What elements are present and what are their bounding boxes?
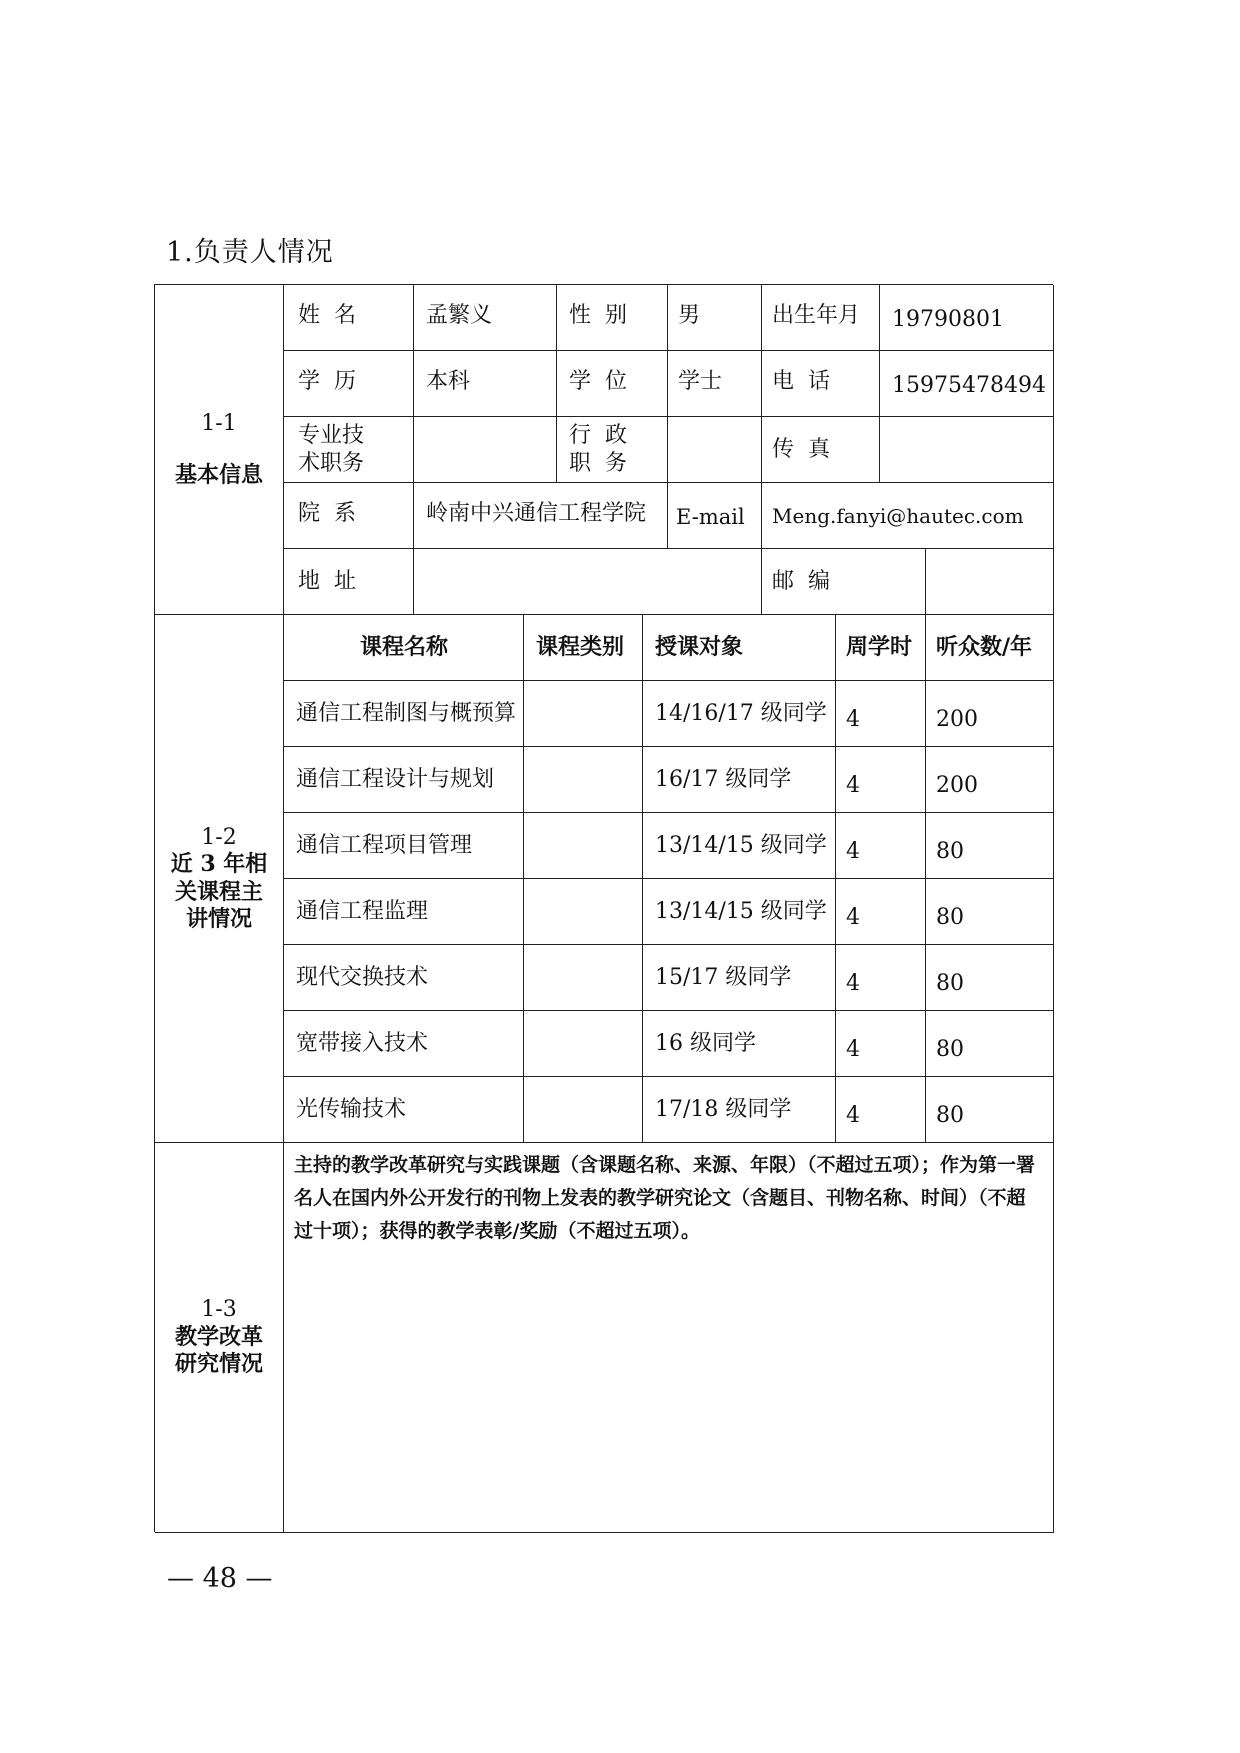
course-cell-audience[interactable] — [926, 747, 1054, 813]
course-target-text: 16 级同学 — [655, 1031, 756, 1056]
course-header-target-text: 授课对象 — [655, 634, 744, 660]
course-hours-text: 4 — [846, 1037, 860, 1062]
course-cell-type[interactable] — [524, 747, 643, 813]
gender-value-cell[interactable] — [668, 285, 762, 351]
phone-value-cell[interactable] — [880, 351, 1054, 417]
course-audience-text: 200 — [936, 773, 978, 798]
course-header-hours — [836, 615, 926, 681]
degree-label-cell — [557, 351, 668, 417]
courses-label-line3: 讲情况 — [185, 906, 252, 932]
gender-label-cell — [557, 285, 668, 351]
edu-value-cell[interactable] — [414, 351, 557, 417]
admin-label-line1: 行 政 — [569, 423, 627, 448]
admin-label-cell — [557, 417, 668, 483]
email-value: Meng.fanyi@hautec.com — [772, 504, 1024, 528]
courses-code: 1-2 — [201, 824, 237, 850]
course-header-name — [284, 615, 524, 681]
course-target-text: 16/17 级同学 — [655, 767, 792, 792]
course-cell-hours[interactable] — [836, 1077, 926, 1143]
page-number: — 48 — — [167, 1563, 273, 1594]
phone-label: 电 话 — [772, 369, 830, 394]
form-table — [154, 284, 1053, 1532]
course-cell-type[interactable] — [524, 681, 643, 747]
birth-value: 19790801 — [892, 307, 1004, 332]
name-label: 姓 名 — [298, 303, 356, 328]
course-cell-name[interactable] — [284, 747, 524, 813]
admin-value-cell[interactable] — [668, 417, 762, 483]
course-hours-text: 4 — [846, 971, 860, 996]
course-hours-text: 4 — [846, 707, 860, 732]
name-label-cell — [284, 285, 414, 351]
course-hours-text: 4 — [846, 905, 860, 930]
phone-label-cell — [762, 351, 880, 417]
title-label-line1: 专业技 — [298, 423, 365, 448]
course-target-text: 13/14/15 级同学 — [655, 833, 827, 858]
degree-value: 学士 — [678, 369, 723, 394]
degree-value-cell[interactable] — [668, 351, 762, 417]
reform-content-cell[interactable] — [284, 1143, 1054, 1533]
degree-label: 学 位 — [569, 369, 627, 394]
reform-label — [155, 1143, 284, 1533]
course-cell-target[interactable] — [643, 813, 836, 879]
section-title: 1.负责人情况 — [166, 237, 334, 268]
dept-label-cell — [284, 483, 414, 549]
courses-label-line2: 关课程主 — [174, 878, 263, 905]
admin-label-line2: 职 务 — [569, 451, 627, 476]
postcode-value-cell[interactable] — [926, 549, 1054, 615]
course-cell-name[interactable] — [284, 681, 524, 747]
course-name-text: 现代交换技术 — [296, 965, 429, 990]
course-cell-hours[interactable] — [836, 945, 926, 1011]
title-label-cell — [284, 417, 414, 483]
reform-label-line2: 研究情况 — [174, 1351, 263, 1378]
course-cell-target[interactable] — [643, 1077, 836, 1143]
courses-label-line1: 近 3 年相 — [170, 851, 268, 877]
name-value: 孟繁义 — [426, 303, 493, 328]
basic-info-label — [155, 285, 284, 615]
course-cell-target[interactable] — [643, 1011, 836, 1077]
course-name-text: 通信工程监理 — [296, 899, 429, 924]
course-header-type — [524, 615, 643, 681]
gender-label: 性 别 — [569, 303, 627, 328]
postcode-label: 邮 编 — [772, 569, 830, 594]
course-cell-hours[interactable] — [836, 879, 926, 945]
course-name-text: 宽带接入技术 — [296, 1031, 429, 1056]
course-audience-text: 80 — [936, 1103, 964, 1128]
name-value-cell[interactable] — [414, 285, 557, 351]
course-cell-hours[interactable] — [836, 1011, 926, 1077]
edu-value: 本科 — [426, 369, 471, 394]
course-cell-audience[interactable] — [926, 813, 1054, 879]
email-value-cell[interactable] — [762, 483, 1054, 549]
phone-value: 15975478494 — [892, 373, 1046, 398]
title-label-line2: 术职务 — [298, 451, 365, 476]
course-target-text: 13/14/15 级同学 — [655, 899, 827, 924]
course-audience-text: 80 — [936, 971, 964, 996]
fax-value-cell[interactable] — [880, 417, 1054, 483]
course-cell-type[interactable] — [524, 945, 643, 1011]
course-cell-hours[interactable] — [836, 681, 926, 747]
course-cell-name[interactable] — [284, 879, 524, 945]
course-cell-audience[interactable] — [926, 945, 1054, 1011]
gender-value: 男 — [678, 303, 701, 328]
course-header-type-text: 课程类别 — [536, 634, 625, 660]
course-header-audience — [926, 615, 1054, 681]
course-cell-target[interactable] — [643, 747, 836, 813]
address-value-cell[interactable] — [414, 549, 762, 615]
birth-label: 出生年月 — [772, 303, 861, 328]
course-cell-audience[interactable] — [926, 1011, 1054, 1077]
course-name-text: 光传输技术 — [296, 1097, 407, 1122]
course-cell-type[interactable] — [524, 1011, 643, 1077]
course-cell-name[interactable] — [284, 945, 524, 1011]
course-cell-hours[interactable] — [836, 747, 926, 813]
fax-label-cell — [762, 417, 880, 483]
course-cell-type[interactable] — [524, 879, 643, 945]
courses-label — [155, 615, 284, 1143]
birth-label-cell — [762, 285, 880, 351]
course-header-audience-text: 听众数/年 — [936, 634, 1033, 660]
reform-code: 1-3 — [201, 1297, 237, 1323]
course-cell-type[interactable] — [524, 1077, 643, 1143]
course-target-text: 14/16/17 级同学 — [655, 701, 827, 726]
course-target-text: 17/18 级同学 — [655, 1097, 792, 1122]
course-audience-text: 80 — [936, 1037, 964, 1062]
course-name-text: 通信工程项目管理 — [296, 833, 473, 858]
email-label-cell — [668, 483, 762, 549]
edu-label: 学 历 — [298, 369, 356, 394]
basic-info-code: 1-1 — [201, 410, 237, 436]
course-audience-text: 80 — [936, 839, 964, 864]
course-cell-audience[interactable] — [926, 681, 1054, 747]
reform-note: 主持的教学改革研究与实践课题（含课题名称、来源、年限）（不超过五项）；作为第一署名人在国内外公开发行的刊物上发表的教学研究论文（含题目、刊物名称、时间）（不超过十项）；获得的教学表彰/奖励（不超过五项）。 — [294, 1154, 1036, 1242]
postcode-label-cell — [762, 549, 926, 615]
course-audience-text: 80 — [936, 905, 964, 930]
course-cell-audience[interactable] — [926, 1077, 1054, 1143]
course-hours-text: 4 — [846, 773, 860, 798]
course-cell-target[interactable] — [643, 879, 836, 945]
course-cell-type[interactable] — [524, 813, 643, 879]
dept-value: 岭南中兴通信工程学院 — [426, 501, 647, 526]
address-label: 地 址 — [298, 569, 356, 594]
dept-label: 院 系 — [298, 501, 356, 526]
address-label-cell — [284, 549, 414, 615]
course-cell-target[interactable] — [643, 681, 836, 747]
title-value-cell[interactable] — [414, 417, 557, 483]
dept-value-cell[interactable] — [414, 483, 668, 549]
edu-label-cell — [284, 351, 414, 417]
course-name-text: 通信工程制图与概预算 — [296, 701, 517, 726]
email-label: E-mail — [676, 505, 745, 529]
course-hours-text: 4 — [846, 839, 860, 864]
course-header-name-text: 课程名称 — [359, 634, 448, 660]
course-cell-name[interactable] — [284, 1077, 524, 1143]
course-cell-name[interactable] — [284, 813, 524, 879]
course-audience-text: 200 — [936, 707, 978, 732]
reform-label-line1: 教学改革 — [174, 1323, 263, 1350]
course-target-text: 15/17 级同学 — [655, 965, 792, 990]
course-cell-name[interactable] — [284, 1011, 524, 1077]
basic-info-name: 基本信息 — [174, 461, 263, 488]
course-cell-audience[interactable] — [926, 879, 1054, 945]
course-header-target — [643, 615, 836, 681]
birth-value-cell[interactable] — [880, 285, 1054, 351]
fax-label: 传 真 — [772, 437, 830, 462]
course-header-hours-text: 周学时 — [846, 634, 913, 660]
course-cell-target[interactable] — [643, 945, 836, 1011]
course-cell-hours[interactable] — [836, 813, 926, 879]
course-name-text: 通信工程设计与规划 — [296, 767, 495, 792]
course-hours-text: 4 — [846, 1103, 860, 1128]
